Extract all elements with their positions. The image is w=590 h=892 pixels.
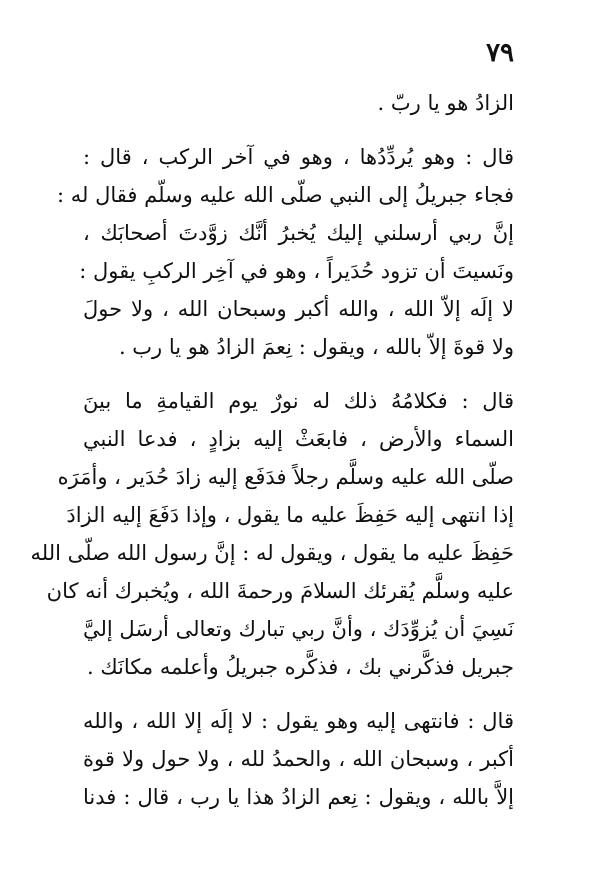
text-line: أكبر ، وسبحان الله ، والحمدُ لله ، ولا حول ولا قوة (83, 747, 514, 771)
text-line: إلاَّ بالله ، ويقول : نِعم الزادُ هذا يا رب ، قال : فدنا (83, 785, 514, 809)
text-line: نَسِيَ أن يُزوِّدَك ، وأنَّ ربي تبارك وتعالى أرسَل إليَّ (83, 617, 514, 641)
paragraph-gap (83, 686, 514, 702)
paragraph-4 (83, 702, 514, 816)
text-line: قال : فانتهى إليه وهو يقول : لا إلَه إلا الله ، والله (83, 709, 514, 733)
text-line: الزادُ هو يا ربّ . (377, 91, 514, 115)
text-line: إنَّ ربي أرسلني إليك يُخبرُ أنَّك زوَّدتَ أصحابَك ، (83, 221, 514, 245)
paragraph-gap (83, 122, 514, 138)
body-text (30, 84, 514, 816)
text-line: عليه وسلَّم يُقرئك السلامَ ورحمةَ الله ، ويُخبرك أنه كان (46, 579, 514, 603)
text-line: إذا انتهى إليه حَفِظَ عليه ما يقول ، وإذا دَفَعَ إليه الزادَ (66, 503, 514, 527)
paragraph-2 (57, 138, 514, 366)
text-line: ولا قوةَ إلاّ بالله ، ويقول : نِعمَ الزادُ هو يا رب . (118, 335, 514, 359)
text-line: ونَسيتَ أن تزود حُدَيراً ، وهو في آخِر الركبِ يقول : (79, 259, 514, 283)
text-line: صلّى الله عليه وسلَّم رجلاً فدَفَع إليه زادَ حُدَير ، وأمَرَه (57, 465, 514, 489)
paragraph-3 (30, 382, 514, 686)
page-number: ٧٩ (486, 38, 514, 68)
text-line: قال : فكلامُهُ ذلك له نورٌ يوم القيامةِ ما بينَ (83, 389, 514, 413)
text-line: فجاء جبريلُ إلى النبي صلّى الله عليه وسلّم فقال له : (57, 183, 514, 207)
text-line: جبريل فذكَّرني بك ، فذكَّره جبريلُ وأعلمه مكانَك . (87, 655, 514, 679)
paragraph-1 (83, 84, 514, 122)
text-line: قال : وهو يُردِّدُها ، وهو في آخر الركب ، قال : (83, 145, 514, 169)
paragraph-gap (83, 366, 514, 382)
text-line: لا إلَه إلاّ الله ، والله أكبر وسبحان الله ، ولا حولَ (83, 297, 514, 321)
text-line: السماء والأرض ، فابعَثْ إليه بزادٍ ، فدعا النبي (83, 427, 514, 451)
text-line: حَفِظَ عليه ما يقول ، ويقول له : إنَّ رسول الله صلّى الله (30, 541, 514, 565)
